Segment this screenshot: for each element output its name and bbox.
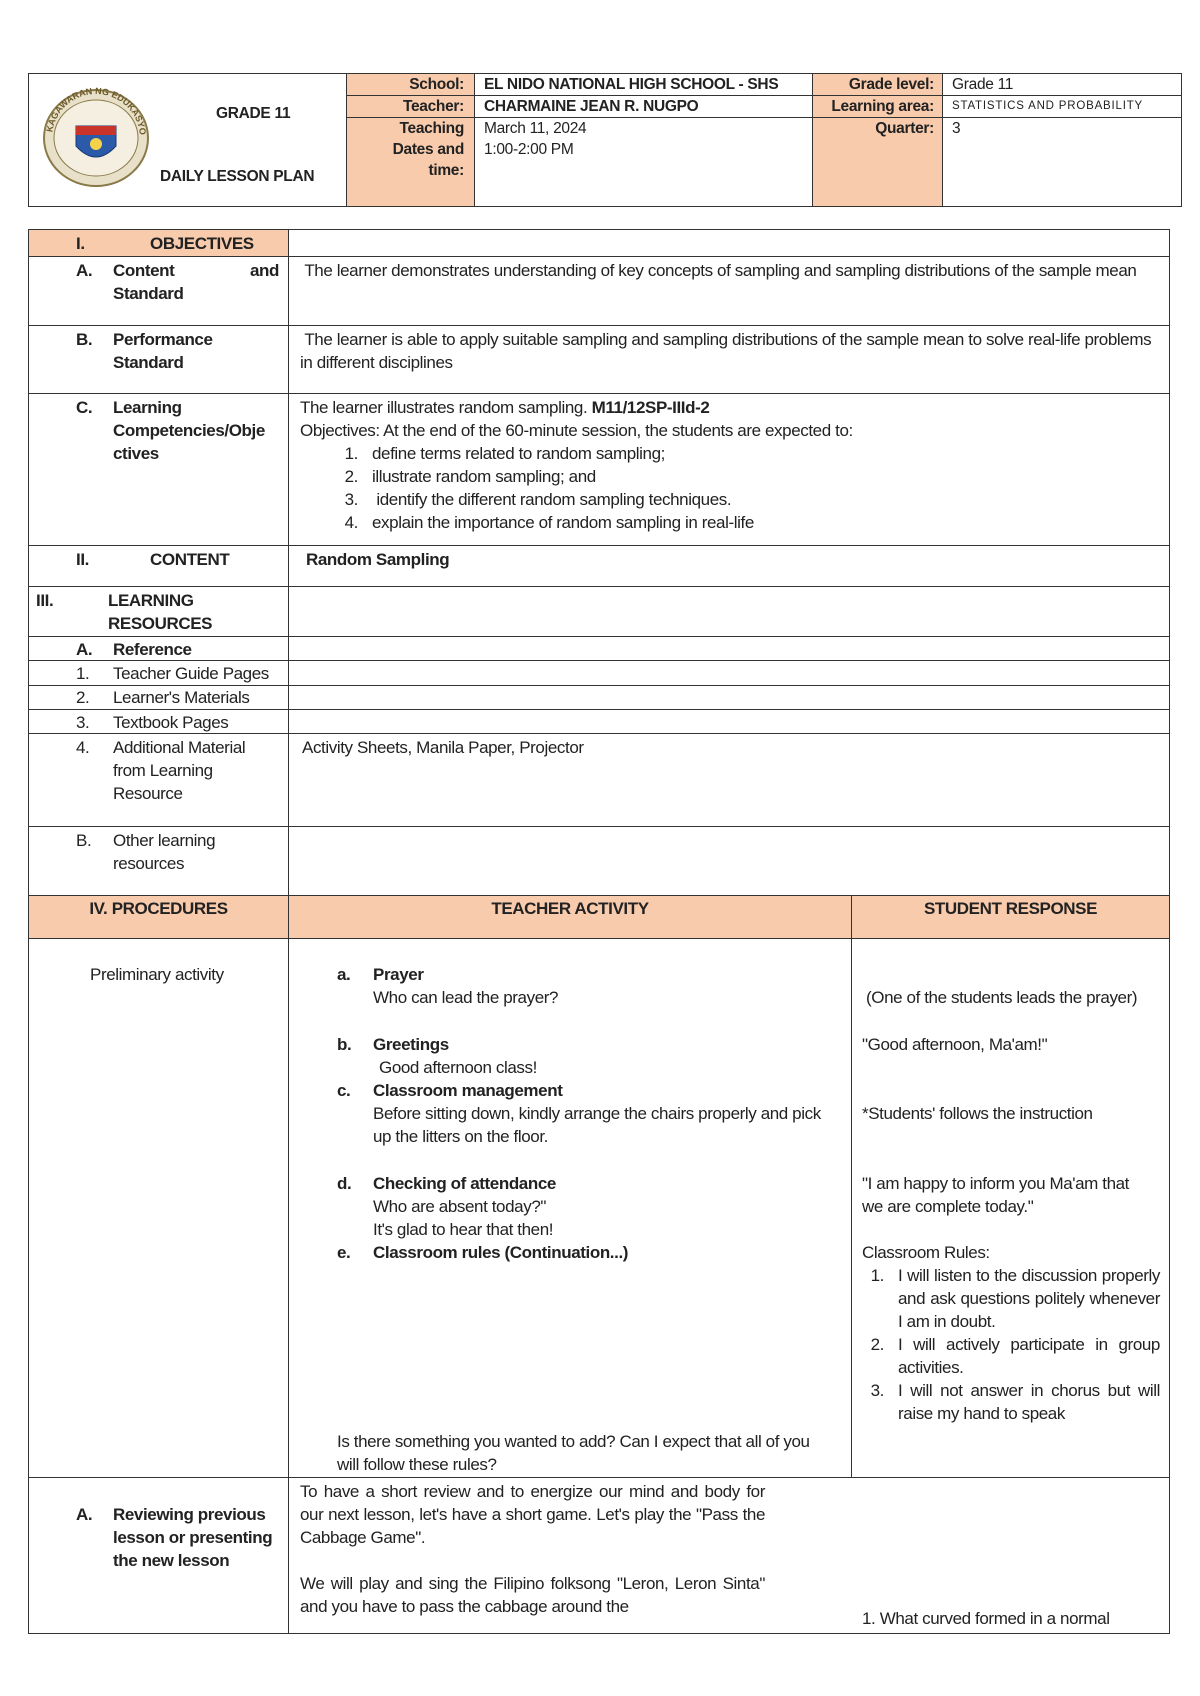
other-resources-num: B. [76, 831, 92, 850]
learners-materials-num: 2. [76, 688, 90, 707]
review-response: 1. What curved formed in a normal [862, 1609, 1110, 1628]
classroom-mgmt-title: Classroom management [373, 1081, 563, 1100]
review-label: Reviewing previous lesson or presenting the new lesson [113, 1505, 273, 1570]
school-label: School: [409, 76, 464, 93]
attendance-text: Who are absent today?" It's glad to hear that then! [373, 1197, 554, 1239]
review-num: A. [76, 1505, 93, 1524]
review-text-2: We will play and sing the Filipino folksong "Leron, Leron Sinta" and you have to pass the cabbage around the [300, 1574, 765, 1616]
prayer-title: Prayer [373, 965, 424, 984]
resources-num: III. [36, 591, 54, 610]
teacher-label: Teacher: [402, 98, 464, 115]
competencies-text [300, 396, 1160, 534]
school-value: EL NIDO NATIONAL HIGH SCHOOL - SHS [484, 76, 779, 93]
content-label: CONTENT [150, 550, 230, 569]
performance-standard-num: B. [76, 330, 93, 349]
teacher-value: CHARMAINE JEAN R. NUGPO [484, 98, 699, 115]
grade-heading: GRADE 11 [216, 105, 291, 122]
teacher-guide-label: Teacher Guide Pages [113, 664, 269, 683]
attendance-letter: d. [337, 1174, 352, 1193]
objectives-list [336, 442, 1160, 534]
quarter-label: Quarter: [875, 120, 934, 137]
classroom-rule-item: 2. I will actively participate in group activities. [870, 1335, 1160, 1377]
objectives-heading: OBJECTIVES [150, 234, 254, 253]
objective-item: 2. illustrate random sampling; and [344, 467, 596, 486]
classroom-mgmt-text: Before sitting down, kindly arrange the chairs properly and pick up the litters on the floor. [373, 1104, 821, 1146]
rules-title: Classroom rules (Continuation...) [373, 1243, 629, 1262]
reference-label: Reference [113, 640, 192, 659]
review-text-1: To have a short review and to energize our mind and body for our next lesson, let's have a short game. Let's play the "Pass the Cabbage Game". [300, 1482, 765, 1547]
classroom-mgmt-response: *Students' follows the instruction [862, 1104, 1093, 1123]
content-value: Random Sampling [306, 550, 450, 569]
student-response-heading: STUDENT RESPONSE [923, 899, 1098, 918]
objectives-num: I. [76, 234, 85, 253]
other-resources-label: Other learning resources [113, 831, 216, 873]
seal-text: KAGAWARAN NG EDUKASYO [44, 86, 148, 136]
objectives-intro: Objectives: At the end of the 60-minute session, the students are expected to: [300, 421, 853, 440]
competencies-num: C. [76, 398, 93, 417]
prayer-letter: a. [337, 965, 351, 984]
prayer-text: Who can lead the prayer? [373, 988, 559, 1007]
reference-num: A. [76, 640, 93, 659]
quarter-value: 3 [952, 120, 961, 137]
classroom-mgmt-letter: c. [337, 1081, 351, 1100]
learning-area-label: Learning area: [831, 98, 934, 115]
content-standard-text: The learner demonstrates understanding of key concepts of sampling and sampling distributions of the sample mean [300, 261, 1137, 280]
classroom-rules-list [870, 1264, 1160, 1425]
additional-material-num: 4. [76, 738, 90, 757]
additional-material-label: Additional Material from Learning Resource [113, 738, 246, 803]
additional-material-value: Activity Sheets, Manila Paper, Projector [302, 738, 584, 757]
greetings-letter: b. [337, 1035, 352, 1054]
teaching-date-value: March 11, 2024 1:00-2:00 PM [484, 120, 587, 158]
rules-closing-question: Is there something you wanted to add? Can I expect that all of you will follow these rules? [337, 1432, 810, 1474]
competency-code: M11/12SP-IIId-2 [591, 398, 710, 417]
performance-standard-label: Performance Standard [113, 330, 213, 372]
prayer-response: (One of the students leads the prayer) [866, 988, 1138, 1007]
greetings-response: "Good afternoon, Ma'am!" [862, 1035, 1048, 1054]
objective-item: 3. identify the different random sampling techniques. [344, 490, 732, 509]
preliminary-activity-label: Preliminary activity [90, 965, 224, 984]
grade-level-label: Grade level: [848, 76, 934, 93]
competencies-label: Learning Competencies/Obje ctives [113, 398, 265, 463]
teaching-dates-label: Teaching Dates and time: [392, 120, 464, 179]
greetings-text: Good afternoon class! [379, 1058, 537, 1077]
textbook-label: Textbook Pages [113, 713, 229, 732]
competency-statement: The learner illustrates random sampling. [300, 398, 592, 417]
procedures-heading: IV. PROCEDURES [89, 899, 228, 918]
objective-item: 4. explain the importance of random sampling in real-life [344, 513, 754, 532]
document-title: DAILY LESSON PLAN [160, 168, 315, 185]
classroom-rule-item: 1. I will listen to the discussion properly and ask questions politely whenever I am in doubt. [870, 1266, 1160, 1331]
deped-seal-logo [38, 86, 154, 190]
attendance-response: "I am happy to inform you Ma'am that we are complete today." [862, 1174, 1130, 1216]
greetings-title: Greetings [373, 1035, 449, 1054]
objective-item: 1. define terms related to random sampling; [344, 444, 665, 463]
teacher-activity-heading: TEACHER ACTIVITY [491, 899, 649, 918]
teacher-guide-num: 1. [76, 664, 90, 683]
learning-area-value: STATISTICS AND PROBABILITY [952, 100, 1143, 112]
performance-standard-text: The learner is able to apply suitable sampling and sampling distributions of the sample mean to solve real-life problems in different disciplines [300, 330, 1156, 372]
rules-letter: e. [337, 1243, 351, 1262]
content-standard-num: A. [76, 261, 93, 280]
content-standard-label: Content and Standard [113, 261, 279, 303]
textbook-num: 3. [76, 713, 90, 732]
resources-label: LEARNING RESOURCES [108, 591, 213, 633]
content-num: II. [76, 550, 89, 569]
classroom-rules-title: Classroom Rules: [862, 1243, 990, 1262]
attendance-title: Checking of attendance [373, 1174, 556, 1193]
grade-level-value: Grade 11 [952, 76, 1014, 93]
learners-materials-label: Learner's Materials [113, 688, 250, 707]
classroom-rule-item: 3. I will not answer in chorus but will raise my hand to speak [870, 1381, 1160, 1423]
